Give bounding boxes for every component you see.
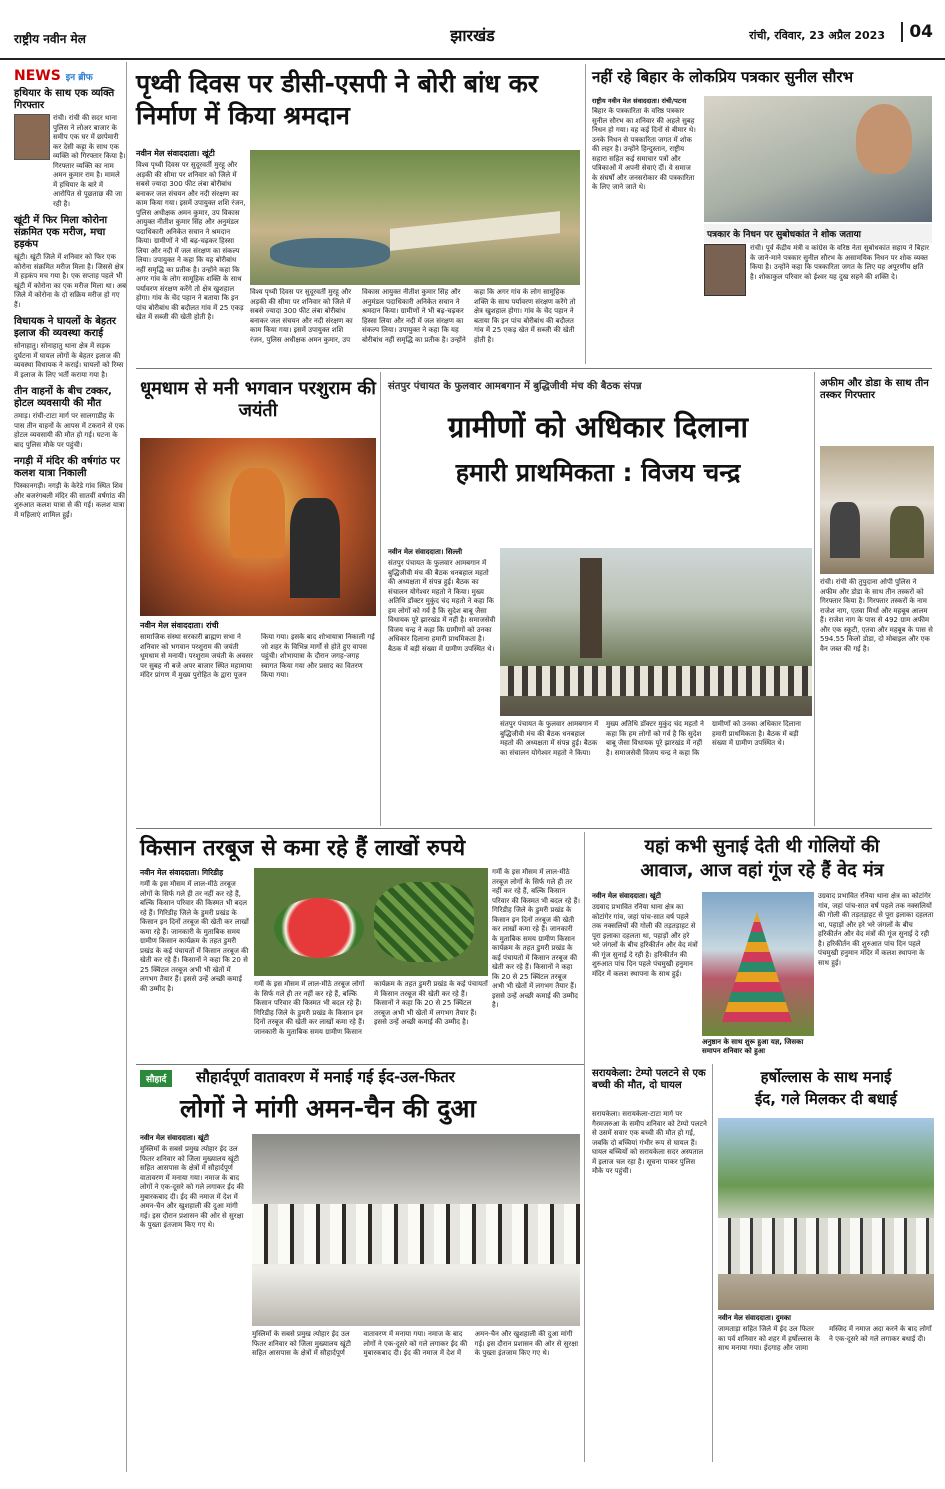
- portrait-face: [856, 104, 912, 174]
- story6-photo: [254, 868, 488, 976]
- subodhkant-photo: [704, 244, 746, 296]
- story7-body-continued: उग्रवाद प्रभावित रनिया थाना क्षेत्र का कोटांगेर गांव, जहां पांच-सात वर्ष पहले तक नक्सलियों की गोली की तड़तड़ाहट से पूरा इलाका दहलता था, पहाड़ों और हरे भरे जंगलों के बीच हरिकीर्तन और वेद मंत्रों की गूंज सुनाई दे रही है। हरिकीर्तन की शुरुआत पांच दिन पहले पंचमुखी हनुमान मंदिर में कलश स्थापना के साथ हुई।: [818, 892, 934, 967]
- story1-headline: पृथ्वी दिवस पर डीसी-एसपी ने बोरी बांध कर निर्माण में किया श्रमदान: [136, 69, 539, 130]
- story6-body-continued-2: गर्मी के इस मौसम में लाल-मीठे तरबूज लोगों के सिर्फ गले ही तर नहीं कर रहे हैं, बल्कि किसान परिवार की किस्मत भी बदल रहे हैं। गिरिडीह जिले के डुमरी प्रखंड के किसान इन दिनों तरबूज की खेती कर लाखों कमा रहे हैं। जानकारी के मुताबिक समय ग्रामीण किसान कार्यक्रम के तहत डुमरी प्रखंड के कई पंचायतों में किसान तरबूज की खेती कर रहे हैं। किसानों ने कहा कि 20 से 25 क्विंटल तरबूज अभी भी खेतों में लगभग तैयार हैं। इससे उन्हें अच्छी कमाई की उम्मीद है।: [492, 868, 580, 1009]
- story8-headline-line1: सौहार्दपूर्ण वातावरण में मनाई गई ईद-उल-फितर: [196, 1068, 455, 1086]
- brief-body: खूंटी। खूंटी जिले में शनिवार को फिर एक कोरोना संक्रमित मरीज मिला है। जिससे क्षेत्र में हड़कंप मच गया है। एक सप्ताह पहले भी खूंटी में कोरोना का एक मरीज मिला था। अब जिले में कोरोना के दो सक्रिय मरीज हो गए हैं।: [14, 253, 126, 309]
- brief-body: सोनाहातु। सोनाहातु थाना क्षेत्र में सड़क दुर्घटना में घायल लोगों के बेहतर इलाज की व्यवस्था विधायक ने कराई। घायलों को रिम्स में इलाज के लिए भर्ती कराया गया है।: [14, 342, 124, 379]
- idol-figure: [230, 468, 285, 558]
- news-brief-title: NEWS: [14, 68, 61, 84]
- story10-text: [718, 1314, 934, 1455]
- story4-headline-line1: ग्रामीणों को अधिकार दिलाना: [447, 410, 749, 444]
- divider: [380, 372, 381, 826]
- story10-headline-line1: हर्षोल्लास के साथ मनाई: [760, 1068, 892, 1086]
- river-water: [270, 238, 390, 268]
- story6-text: [140, 868, 250, 1000]
- story5-photo: [820, 446, 934, 574]
- story7-body: उग्रवाद प्रभावित रनिया थाना क्षेत्र का कोटांगेर गांव, जहां पांच-सात वर्ष पहले तक नक्सलियों की गोली की तड़तड़ाहट से पूरा इलाका दहलता था, पहाड़ों और हरे भरे जंगलों के बीच हरिकीर्तन और वेद मंत्रों की गूंज सुनाई दे रही है। हरिकीर्तन की शुरुआत पांच दिन पहले पंचमुखी हनुमान मंदिर में कलश स्थापना के साथ हुई।: [592, 903, 698, 978]
- police-officer: [890, 506, 924, 558]
- story8-photo: [252, 1134, 580, 1326]
- arrested-person: [830, 502, 860, 558]
- story7-byline: नवीन मेल संवाददाता। खूंटी: [592, 892, 661, 900]
- story4-text: [388, 548, 496, 827]
- story6-body-continued: गर्मी के इस मौसम में लाल-मीठे तरबूज लोगों के सिर्फ गले ही तर नहीं कर रहे हैं, बल्कि किसान परिवार की किस्मत भी बदल रहे हैं। गिरिडीह जिले के डुमरी प्रखंड के किसान इन दिनों तरबूज की खेती कर लाखों कमा रहे हैं। जानकारी के मुताबिक समय ग्रामीण किसान कार्यक्रम के तहत डुमरी प्रखंड के कई पंचायतों में किसान तरबूज की खेती कर रहे हैं। किसानों ने कहा कि 20 से 25 क्विंटल तरबूज अभी भी खेतों में लगभग तैयार हैं। इससे उन्हें अच्छी कमाई की उम्मीद है।: [254, 980, 488, 1036]
- story9-headline: सरायकेला: टेम्पो पलटने से एक बच्ची की मौत, दो घायल: [592, 1068, 706, 1091]
- story3-body: सामाजिक संस्था सरकारी ब्राह्मण सभा ने शनिवार को भगवान परशुराम की जयंती धूमधाम से मनायी। परशुराम जयंती के अवसर पर सुबह नौ बजे अपर बाजार स्थित महामाया मंदिर प्रांगण में मुख्य पुरोहित के द्वारा पूजन किया गया। इसके बाद शोभायात्रा निकाली गई जो शहर के विभिन्न मार्गों से होते हुए वापस पहुंची। शोभायात्रा के दौरान जगह-जगह स्वागत किया गया और प्रसाद का वितरण किया गया।: [140, 633, 375, 679]
- sandbag-wall: [390, 211, 560, 251]
- brief-title: तीन वाहनों के बीच टक्कर, होटल व्यवसायी की मौत: [14, 386, 112, 409]
- story3-text: [140, 620, 376, 833]
- story2-text: [592, 96, 698, 365]
- person-figure: [290, 498, 340, 598]
- decorated-canopy: [722, 912, 792, 1022]
- story4-headline-line2: हमारी प्राथमिकता : विजय चन्द्र: [455, 458, 741, 487]
- story3-photo: [140, 438, 376, 616]
- news-brief-tag: इन ब्रीफ: [65, 73, 93, 83]
- news-brief-header: [14, 68, 126, 84]
- tree-trunk: [580, 558, 602, 658]
- story8-kicker: सौहार्द: [140, 1070, 172, 1087]
- story1-body-continued: विश्व पृथ्वी दिवस पर सुदूरवर्ती मुरहू और अड़की की सीमा पर शनिवार को जिले में सबसे ज्यादा 300 फीट लंबा बोरीबांध बनाकर जल संचयन और नदी संरक्षण का काम किया गया। इसमें उपायुक्त शशि रंजन, पुलिस अधीक्षक अमन कुमार, उप विकास आयुक्त नीतीश कुमार सिंह और अनुमंडल पदाधिकारी अनिकेत सचान ने श्रमदान किया। ग्रामीणों ने भी बढ़-चढ़कर हिस्सा लिया और नदी में जल संरक्षण का संकल्प लिया। उपायुक्त ने कहा कि यह बोरीबांध नहीं समृद्धि का प्रतीक है। उन्होंने कहा कि अगर गांव के लोग सामूहिक शक्ति के साथ पर्यावरण संरक्षण करेंगे तो क्षेत्र खुशहाल होगा। गांव के चेंद पहान ने बताया कि इन पांच बोरीबांध की बदौलत गांव में 25 एकड़ खेत में सब्जी की खेती होती है।: [250, 288, 576, 344]
- namaz-crowd: [252, 1204, 580, 1264]
- brief-item: [14, 456, 126, 520]
- story8-byline: नवीन मेल संवाददाता। खूंटी: [140, 1134, 209, 1142]
- divider: [136, 828, 932, 829]
- brief-item: [14, 88, 126, 209]
- story7-caption: अनुष्ठान के साथ शुरू हुआ यज्ञ, जिसका समापन शनिवार को हुआ: [702, 1038, 804, 1055]
- story8-body: मुस्लिमों के सबसे प्रमुख त्योहार ईद उल फितर शनिवार को जिला मुख्यालय खूंटी सहित आसपास के क्षेत्रों में सौहार्दपूर्ण वातावरण में मनाया गया। नमाज के बाद लोगों ने एक-दूसरे को गले लगाकर ईद की मुबारकबाद दी। ईद की नमाज में देश में अमन-चैन और खुशहाली की दुआ मांगी गई। इस दौरान प्रशासन की ओर से सुरक्षा के पुख्ता इंतजाम किए गए थे।: [140, 1145, 244, 1229]
- brief-body: तमाड़। रांची-टाटा मार्ग पर सालगाडीह के पास तीन वाहनों के आपस में टकराने से एक होटल व्यवसायी की मौत हो गई। घटना के बाद पुलिस मौके पर पहुंची।: [14, 412, 124, 449]
- story8-text: [140, 1134, 248, 1335]
- news-brief-column: [14, 62, 127, 1472]
- story1-byline: नवीन मेल संवाददाता। खूंटी: [136, 149, 215, 158]
- divider: [814, 372, 815, 826]
- story5-body: रांची। रांची की तुपुदाना ओपी पुलिस ने अफीम और डोडा के साथ तीन तस्करों को गिरफ्तार किया है। गिरफ्तार तस्करों के नाम राजेश नाग, एतवा मिर्धा और महबूब आलम हैं। राजेश नाग के पास से 492 ग्राम अफीम और एक स्कूटी, एतवा और महबूब के पास से 594.55 किलो डोडा, दो मोबाइल और एक वैन जब्त की गई है।: [820, 578, 933, 653]
- story2-caption: पत्रकार के निधन पर सुबोधकांत ने शोक जताया: [704, 224, 932, 243]
- section-title: झारखंड: [450, 26, 495, 45]
- story10-headline-line2: ईद, गले मिलकर दी बधाई: [754, 1090, 898, 1108]
- story10-byline: नवीन मेल संवाददाता। दुमका: [718, 1314, 791, 1322]
- brief-item: [14, 215, 126, 310]
- story1-body: विश्व पृथ्वी दिवस पर सुदूरवर्ती मुरहू और अड़की की सीमा पर शनिवार को जिले में सबसे ज्यादा 300 फीट लंबा बोरीबांध बनाकर जल संचयन और नदी संरक्षण का काम किया गया। इसमें उपायुक्त शशि रंजन, पुलिस अधीक्षक अमन कुमार, उप विकास आयुक्त नीतीश कुमार सिंह और अनुमंडल पदाधिकारी अनिकेत सचान ने श्रमदान किया। ग्रामीणों ने भी बढ़-चढ़कर हिस्सा लिया और नदी में जल संरक्षण का संकल्प लिया। उपायुक्त ने कहा कि यह बोरीबांध नहीं समृद्धि का प्रतीक है। उन्होंने कहा कि अगर गांव के लोग सामूहिक शक्ति के साथ पर्यावरण संरक्षण करेंगे तो क्षेत्र खुशहाल होगा। गांव के चेंद पहान ने बताया कि इन पांच बोरीबांध की बदौलत गांव में 25 एकड़ खेत में सब्जी की खेती होती है।: [136, 161, 246, 321]
- story1-photo: [250, 150, 580, 285]
- story2-byline: राष्ट्रीय नवीन मेल संवाददाता। रांची/पटना: [592, 97, 687, 105]
- brief-title: विधायक ने घायलों के बेहतर इलाज की व्यवस्था कराई: [14, 316, 117, 339]
- story5-headline: अफीम और डोडा के साथ तीन तस्कर गिरफ्तार: [820, 378, 929, 401]
- watermelon-pile: [374, 882, 474, 962]
- story3-headline: धूमधाम से मनी भगवान परशुराम की जयंती: [140, 378, 376, 421]
- divider: [712, 1064, 713, 1462]
- story7-headline-line2: आवाज, आज वहां गूंज रहे हैं वेद मंत्र: [640, 860, 884, 881]
- namaz-rows: [718, 1218, 934, 1274]
- seated-crowd: [500, 666, 812, 696]
- story2-photo: [704, 96, 932, 222]
- story6-body: गर्मी के इस मौसम में लाल-मीठे तरबूज लोगों के सिर्फ गले ही तर नहीं कर रहे हैं, बल्कि किसान परिवार की किस्मत भी बदल रहे हैं। गिरिडीह जिले के डुमरी प्रखंड के किसान इन दिनों तरबूज की खेती कर लाखों कमा रहे हैं। जानकारी के मुताबिक समय ग्रामीण किसान कार्यक्रम के तहत डुमरी प्रखंड के कई पंचायतों में किसान तरबूज की खेती कर रहे हैं। किसानों ने कहा कि 20 से 25 क्विंटल तरबूज अभी भी खेतों में लगभग तैयार हैं। इससे उन्हें अच्छी कमाई की उम्मीद है।: [140, 880, 249, 993]
- page-number: 04: [901, 22, 933, 42]
- story6-byline: नवीन मेल संवाददाता। गिरिडीह: [140, 868, 224, 877]
- issue-date: रांची, रविवार, 23 अप्रैल 2023: [749, 29, 885, 42]
- story4-body: संतपुर पंचायत के फुलवार आमबगान में बुद्धिजीवी मंच की बैठक धनबहाल महतो की अध्यक्षता में संपन्न हुई। बैठक का संचालन योगेश्वर महतो ने किया। मुख्य अतिथि डॉक्टर मुकुंद चंद महतो ने कहा कि हम लोगों को गर्व है कि सुदेश बाबू जैसा विधायक पूरे झारखंड में नहीं है। समाजसेवी विजय चन्द्र ने कहा कि ग्रामीणों को उनका अधिकार दिलाना हमारी प्राथमिकता है। बैठक में बड़ी संख्या में ग्रामीण उपस्थित थे।: [388, 559, 496, 653]
- brief-item: [14, 316, 126, 380]
- brief-body: पिस्कानगड़ी। नगड़ी के केरेडे गांव स्थित शिव और बजरंगबली मंदिर की सातवीं वर्षगांठ की शुरुआत कलश यात्रा से की गई। कलश यात्रा में महिलाएं शामिल हुईं।: [14, 482, 125, 519]
- story1-text: [136, 148, 246, 323]
- story4-kicker: संतपुर पंचायत के फुलवार आमबगान में बुद्धिजीवी मंच की बैठक संपन्न: [388, 381, 642, 392]
- story8-headline-line2: लोगों ने मांगी अमन-चैन की दुआ: [180, 1094, 476, 1123]
- brief-title: नगड़ी में मंदिर की वर्षगांठ पर कलश यात्रा निकाली: [14, 456, 120, 479]
- story7-headline-line1: यहां कभी सुनाई देती थी गोलियों की: [644, 836, 880, 857]
- brief-item: [14, 386, 126, 450]
- brief-photo: [14, 114, 50, 160]
- story10-photo: [718, 1118, 934, 1310]
- story3-byline: नवीन मेल संवाददाता। रांची: [140, 621, 219, 630]
- brief-title: हथियार के साथ एक व्यक्ति गिरफ्तार: [14, 88, 115, 111]
- story2-headline: नहीं रहे बिहार के लोकप्रिय पत्रकार सुनील सौरभ: [592, 68, 854, 86]
- story10-body: जामताड़ा सहित जिले में ईद उल फितर का पर्व शनिवार को शहर में हर्षोल्लास के साथ मनाया गया। ईदगाह और जामा मस्जिद में नमाज अदा करने के बाद लोगों ने एक-दूसरे को गले लगाकर बधाई दी।: [718, 1325, 932, 1352]
- story9-body: सरायकेला। सरायकेला-टाटा मार्ग पर गैरमजरुआ के समीप शनिवार को टेम्पो पलटने से उसमें सवार एक बच्ची की मौत हो गई, जबकि दो बच्चियां गंभीर रूप से घायल हैं। घायल बच्चियों को सरायकेला सदर अस्पताल में इलाज चल रहा है। सूचना पाकर पुलिस मौके पर पहुंची।: [592, 1110, 707, 1175]
- divider: [584, 832, 585, 1462]
- story6-headline: किसान तरबूज से कमा रहे हैं लाखों रुपये: [140, 836, 466, 861]
- story2-body: बिहार के पत्रकारिता के वरिष्ठ पत्रकार सुनील सौरभ का शनिवार की अहले सुबह निधन हो गया। वह कई दिनों से बीमार थे। उनके निधन से पत्रकारिता जगत में शोक की लहर है। उन्होंने हिन्दुस्तान, राष्ट्रीय सहारा सहित कई समाचार पत्रों और पत्रिकाओं में अपनी सेवाएं दीं। वे समाज के संघर्षों और जनसरोकार की पत्रकारिता के लिए जाने जाते थे।: [592, 107, 696, 191]
- story2-sub-body: रांची। पूर्व केंद्रीय मंत्री व कांग्रेस के वरिष्ठ नेता सुबोधकांत सहाय ने बिहार के जाने-माने पत्रकार सुनील सौरभ के असामयिक निधन पर शोक व्यक्त किया है। उन्होंने कहा कि पत्रकारिता जगत के लिए यह अपूरणीय क्षति है। शोकाकुल परिवार को ईश्वर यह दुख सहने की शक्ति दे।: [750, 244, 929, 281]
- masthead: [0, 0, 945, 60]
- divider: [136, 368, 932, 369]
- story7-text: [592, 892, 698, 1063]
- newspaper-brand: राष्ट्रीय नवीन मेल: [14, 32, 86, 46]
- story8-body-continued: मुस्लिमों के सबसे प्रमुख त्योहार ईद उल फितर शनिवार को जिला मुख्यालय खूंटी सहित आसपास के क्षेत्रों में सौहार्दपूर्ण वातावरण में मनाया गया। नमाज के बाद लोगों ने एक-दूसरे को गले लगाकर ईद की मुबारकबाद दी। ईद की नमाज में देश में अमन-चैन और खुशहाली की दुआ मांगी गई। इस दौरान प्रशासन की ओर से सुरक्षा के पुख्ता इंतजाम किए गए थे।: [252, 1330, 579, 1357]
- divider: [585, 64, 586, 364]
- divider: [136, 1064, 584, 1065]
- brief-title: खूंटी में फिर मिला कोरोना संक्रमित एक मरीज, मचा हड़कंप: [14, 215, 108, 250]
- story4-byline: नवीन मेल संवाददाता। सिल्ली: [388, 548, 463, 556]
- brief-body: रांची। रांची की सदर थाना पुलिस ने लोअर बाजार के समीप एक घर में छापेमारी कर देसी कट्टा के साथ एक व्यक्ति को गिरफ्तार किया है। गिरफ्तार व्यक्ति का नाम अमन कुमार राम है। मामले में हथियार के बारे में आरोपित से पूछताछ की जा रही है।: [53, 114, 126, 208]
- story4-body-continued: संतपुर पंचायत के फुलवार आमबगान में बुद्धिजीवी मंच की बैठक धनबहाल महतो की अध्यक्षता में संपन्न हुई। बैठक का संचालन योगेश्वर महतो ने किया। मुख्य अतिथि डॉक्टर मुकुंद चंद महतो ने कहा कि हम लोगों को गर्व है कि सुदेश बाबू जैसा विधायक पूरे झारखंड में नहीं है। समाजसेवी विजय चन्द्र ने कहा कि ग्रामीणों को उनका अधिकार दिलाना हमारी प्राथमिकता है। बैठक में बड़ी संख्या में ग्रामीण उपस्थित थे।: [500, 720, 801, 757]
- story7-photo: [702, 892, 814, 1036]
- story4-photo: [500, 548, 812, 716]
- watermelon-slice: [274, 898, 364, 958]
